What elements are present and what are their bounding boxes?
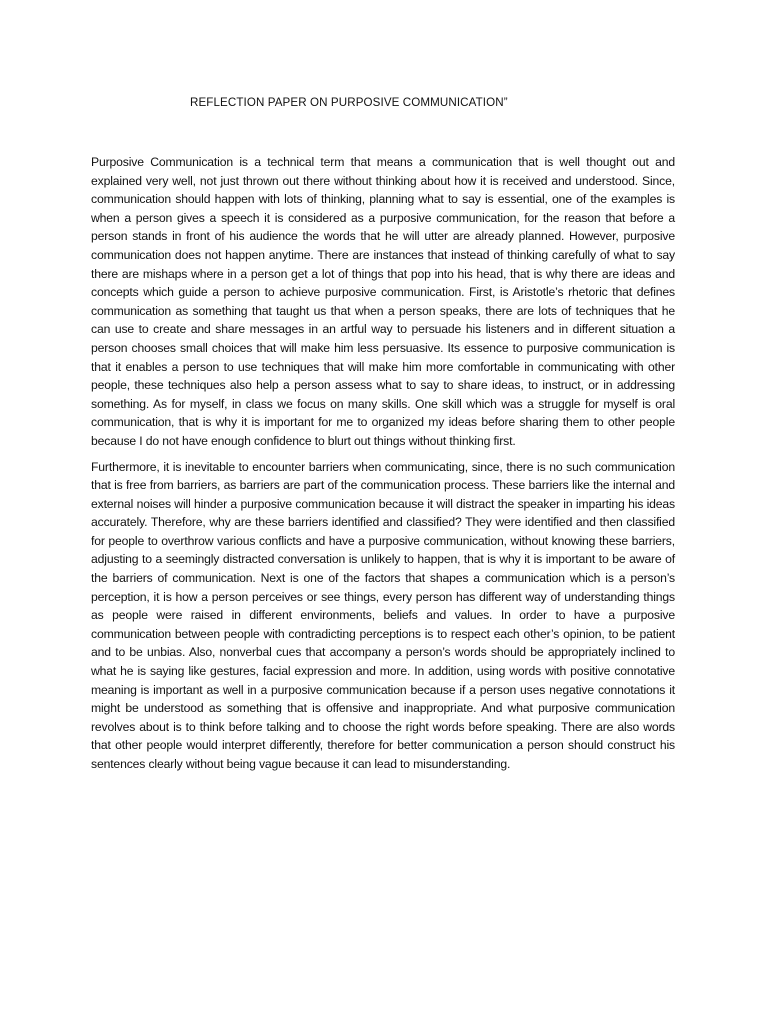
paragraph-1: Purposive Communication is a technical term that means a communication that is well thought out and explained very well, not just thrown out there without thinking about how it is received and understood. Since, communication should happen with lots of thinking, planning what to say is essential, one of the examples is when a person gives a speech it is considered as a purposive communication, for the reason that before a person stands in front of his audience the words that he will utter are already planned. However, purposive communication does not happen anytime. There are instances that instead of thinking carefully of what to say there are mishaps where in a person get a lot of things that pop into his head, that is why there are ideas and concepts which guide a person to achieve purposive communication. First, is Aristotle’s rhetoric that defines communication as something that taught us that when a person speaks, there are lots of techniques that he can use to create and share messages in an artful way to persuade his listeners and in different situation a person chooses small choices that will make him less persuasive. Its essence to purposive communication is that it enables a person to use techniques that will make him more comfortable in communicating with other people, these techniques also help a person assess what to say to share ideas, to instruct, or in addressing something. As for myself, in class we focus on many skills. One skill which was a struggle for myself is oral communication, that is why it is important for me to organized my ideas before sharing them to other people because I do not have enough confidence to blurt out things without thinking first. [91, 155, 675, 448]
paragraph-2: Furthermore, it is inevitable to encounter barriers when communicating, since, there is no such communication that is free from barriers, as barriers are part of the communication process. These barriers like the internal and external noises will hinder a purposive communication because it will distract the speaker in imparting his ideas accurately. Therefore, why are these barriers identified and classified? They were identified and then classified for people to overthrow various conflicts and have a purposive communication, without knowing these barriers, adjusting to a seemingly distracted conversation is unlikely to happen, that is why it is important to be aware of the barriers of communication. Next is one of the factors that shapes a communication which is a person’s perception, it is how a person perceives or see things, every person has different way of understanding things as people were raised in different environments, beliefs and values. In order to have a purposive communication between people with contradicting perceptions is to respect each other’s opinion, to be patient and to be unbias. Also, nonverbal cues that accompany a person’s words should be appropriately inclined to what he is saying like gestures, facial expression and more. In addition, using words with positive connotative meaning is important as well in a purposive communication because if a person uses negative connotations it might be understood as something that is offensive and inappropriate. And what purposive communication revolves about is to think before talking and to choose the right words before speaking. There are also words that other people would interpret differently, therefore for better communication a person should construct his sentences clearly without being vague because it can lead to misunderstanding. [91, 459, 675, 771]
document-title: REFLECTION PAPER ON PURPOSIVE COMMUNICATION” [190, 96, 508, 109]
document-body [91, 153, 675, 774]
